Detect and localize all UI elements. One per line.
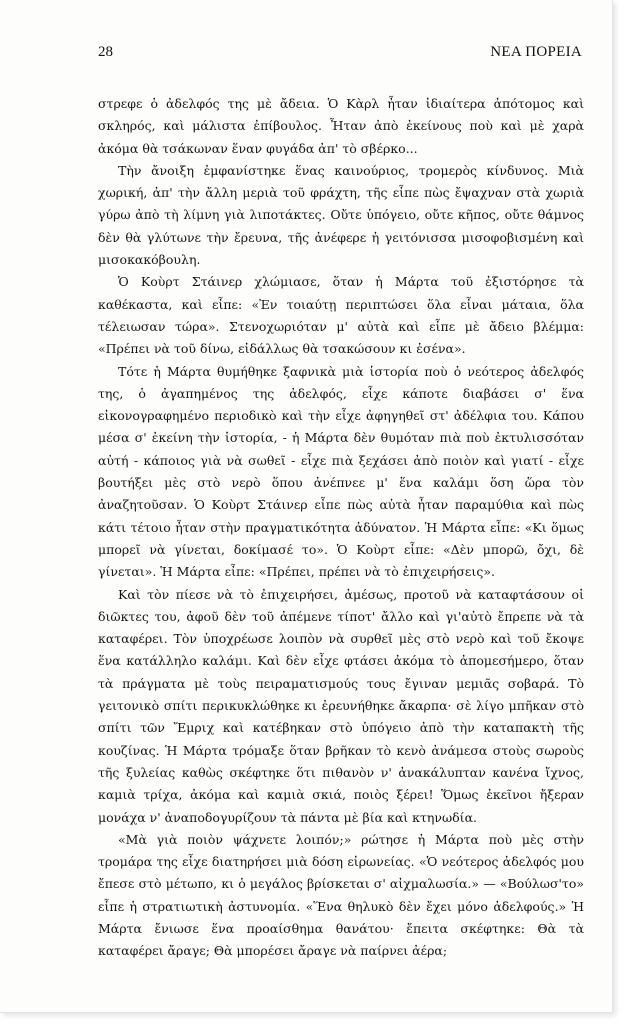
paragraph: «Μὰ γιὰ ποιὸν ψάχνετε λοιπόν;» ρώτησε ἡ Μάρτα ποὺ μὲς στὴν τρομάρα της εἶχε διατηρήσει μιὰ δόση εἰρωνείας. «Ὁ νεότερος ἀδελφός μου ἔπεσε στὸ μέτωπο, κι ὁ μεγάλος βρίσκεται σ' αἰχμαλωσία.» — «Βούλωσ'το» εἶπε ἡ στρατιωτικὴ ἀστυνομία. «Ἕνα θηλυκὸ δὲν ἔχει μόνο ἀδελφούς.» Ἡ Μάρτα ἔνιωσε ἕνα προαίσθημα θανάτου· ἔπειτα σκέφτηκε: Θὰ τὰ καταφέρει ἄραγε; Θὰ μπορέσει ἄραγε νὰ παίρνει ἀέρα;	[98, 831, 584, 959]
paragraph: Τότε ἡ Μάρτα θυμήθηκε ξαφνικὰ μιὰ ἱστορία ποὺ ὁ νεότερος ἀδελφός της, ὁ ἀγαπημένος της ἀδελφός, εἶχε κάποτε διαβάσει σ' ἕνα εἰκονογραφημένο περιοδικὸ καὶ τὴν εἶχε ἀφηγηθεῖ στ' ἀδέλφια του. Κάπου μέσα σ' ἐκείνη τὴν ἱστορία, - ἡ Μάρτα δὲν θυμόταν πιὰ ποὺ ἐκτυλισσόταν αὐτή - κάποιος γιὰ νὰ σωθεῖ - εἶχε πιὰ ξεχάσει ἀπὸ ποιὸν καὶ γιατί - εἶχε βουτήξει μὲς στὸ νερὸ ὅπου ἀνέπνεε μ' ἕνα καλάμι ὅση ὥρα τὸν ἀναζητοῦσαν. Ὁ Κοὺρτ Στάινερ εἶπε πὼς αὐτὰ ἦταν παραμύθια καὶ πὼς κάτι τέτοιο ἦταν στὴν πραγματικότητα ἀδύνατον. Ἡ Μάρτα εἶπε: «Κι ὅμως μπορεῖ νὰ γίνεται, δοκίμασέ το». Ὁ Κοὺρτ εἶπε: «Δὲν μπορῶ, ὄχι, δὲ γίνεται». Ἡ Μάρτα εἶπε: «Πρέπει, πρέπει νὰ τὸ ἐπιχειρήσεις».	[98, 363, 584, 580]
paragraph: Ὁ Κοὺρτ Στάινερ χλώμιασε, ὅταν ἡ Μάρτα τοῦ ἐξιστόρησε τὰ καθέκαστα, καὶ εἶπε: «Ἐν τοιαύτῃ περιπτώσει ὅλα εἶναι μάταια, ὅλα τέλειωσαν τώρα». Στενοχωριόταν μ' αὐτὰ καὶ εἶπε μὲ ἄδειο βλέμμα: «Πρέπει νὰ τοῦ δίνω, εἰδάλλως θὰ τσακώσουν κι ἐσένα».	[98, 274, 584, 357]
running-title: ΝΕΑ ΠΟΡΕΙΑ	[490, 44, 582, 60]
paragraph: στρεφε ὁ ἀδελφός της μὲ ἄδεια. Ὁ Κὰρλ ἦταν ἰδιαίτερα ἀπότομος καὶ σκληρός, καὶ μάλιστα ἐπίβουλος. Ἦταν ἀπὸ ἐκείνους ποὺ καὶ μὲ χαρὰ ἀκόμα θὰ τσάκωναν ἕναν φυγάδα ἀπ' τὸ σβέρκο...	[98, 96, 584, 156]
body-text	[98, 93, 584, 963]
paragraph: Καὶ τὸν πίεσε νὰ τὸ ἐπιχειρήσει, ἀμέσως, προτοῦ νὰ καταφτάσουν οἱ διῶκτες του, ἀφοῦ δὲν τοῦ ἀπέμενε τίποτ' ἄλλο καὶ γι'αὐτὸ ἔπρεπε νὰ τὰ καταφέρει. Τὸν ὑποχρέωσε λοιπὸν νὰ συρθεῖ μὲς στὸ νερὸ καὶ τοῦ ἔκοψε ἕνα κατάλληλο καλάμι. Καὶ δὲν εἶχε φτάσει ἀκόμα τὸ ἀπομεσήμερο, ὅταν τὰ πράγματα μὲ τοὺς πειραματισμούς τους ἔγιναν μεμιᾶς σοβαρά. Τὸ γειτονικὸ σπίτι περικυκλώθηκε κι ἐρευνήθηκε ἄκαρπα· σὲ λίγο μπῆκαν στὸ σπίτι τῶν Ἔμριχ καὶ κατέβηκαν στὸ ὑπόγειο ἀπὸ τὴν καταπακτὴ τῆς κουζίνας. Ἡ Μάρτα τρόμαξε ὅταν βρῆκαν τὸ κενὸ ἀνάμεσα στοὺς σωροὺς τῆς ξυλείας καθὼς σκέφτηκε ὅτι πιθανὸν ν' ἀνακάλυπταν κανένα ἴχνος, καμιὰ τρίχα, ἀκόμα καὶ καμιὰ σκιά, ποιὸς ξέρει! Ὅμως ἐκεῖνοι ἤξεραν μονάχα ν' ἀναποδογυρίζουν τὰ πάντα μὲ βία καὶ κτηνωδία.	[98, 586, 584, 825]
page-number: 28	[98, 44, 113, 60]
paragraph: Τὴν ἄνοιξη ἐμφανίστηκε ἕνας καινούριος, τρομερὸς κίνδυνος. Μιὰ χωρική, ἀπ' τὴν ἄλλη μεριὰ τοῦ φράχτη, τῆς εἶπε πὼς ἔψαχναν στὰ χωριὰ γύρω ἀπὸ τὴ λίμνη γιὰ λιποτάκτες. Οὔτε ὑπόγειο, οὔτε κῆπος, οὔτε θάμνος δὲν θὰ γλύτωνε τὴν ἔρευνα, τῆς ἀνέφερε ἡ γειτόνισσα μισοφοβισμένη καὶ μισοκακόβουλη.	[98, 162, 584, 268]
